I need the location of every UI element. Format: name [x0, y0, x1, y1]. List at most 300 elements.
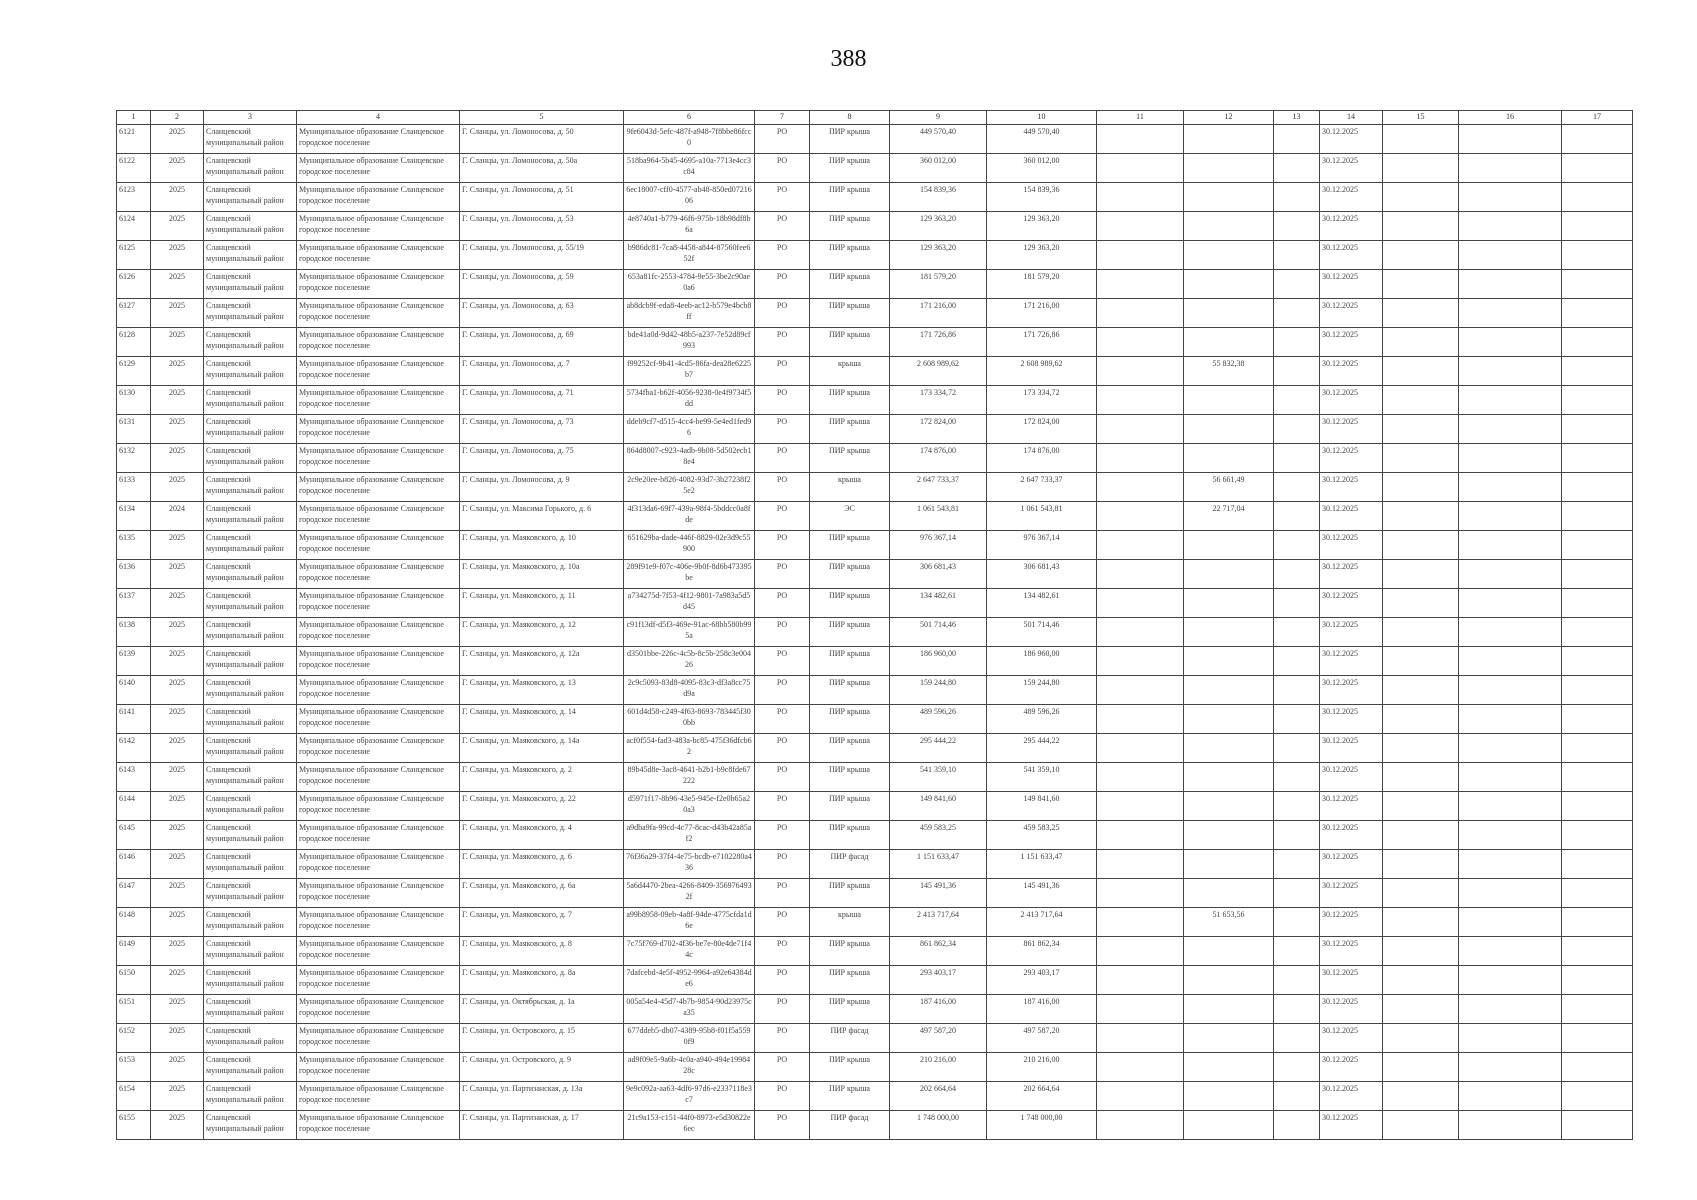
cell-district: Сланцевский муниципальный район — [204, 589, 297, 618]
table-row — [117, 386, 1633, 415]
cell-col17 — [1562, 995, 1633, 1024]
table-row — [117, 618, 1633, 647]
cell-col17 — [1562, 1024, 1633, 1053]
cell-cost-col11 — [1097, 734, 1184, 763]
cell-address: Г. Сланцы, ул. Маяковского, д. 6а — [460, 879, 624, 908]
cell-address: Г. Сланцы, ул. Октябрьская, д. 1а — [460, 995, 624, 1024]
table-row — [117, 473, 1633, 502]
cell-due-date: 30.12.2025 — [1320, 328, 1383, 357]
cell-year: 2025 — [151, 357, 204, 386]
cell-total-cost: 186 960,00 — [890, 647, 987, 676]
cell-program-type: РО — [755, 357, 810, 386]
cell-col15 — [1383, 589, 1459, 618]
table-row — [117, 1024, 1633, 1053]
cell-col16 — [1459, 763, 1562, 792]
cell-cost-col11 — [1097, 908, 1184, 937]
cell-municipality: Муниципальное образование Сланцевское городское поселение — [297, 908, 460, 937]
cell-house-guid: 2c9c5093-83d8-4095-83c3-df3a8cc75d9a — [624, 676, 755, 705]
cell-total-cost: 449 570,40 — [890, 125, 987, 154]
cell-address: Г. Сланцы, ул. Маяковского, д. 14 — [460, 705, 624, 734]
column-header: 10 — [987, 111, 1097, 125]
table-row — [117, 328, 1633, 357]
cell-cost-col11 — [1097, 966, 1184, 995]
cell-due-date: 30.12.2025 — [1320, 908, 1383, 937]
cell-address: Г. Сланцы, ул. Партизанская, д. 13а — [460, 1082, 624, 1111]
cell-district: Сланцевский муниципальный район — [204, 763, 297, 792]
cell-due-date: 30.12.2025 — [1320, 212, 1383, 241]
cell-district: Сланцевский муниципальный район — [204, 299, 297, 328]
cell-district: Сланцевский муниципальный район — [204, 531, 297, 560]
cell-year: 2025 — [151, 792, 204, 821]
cell-total-cost: 306 681,43 — [890, 560, 987, 589]
cell-due-date: 30.12.2025 — [1320, 995, 1383, 1024]
table-row — [117, 560, 1633, 589]
cell-col17 — [1562, 937, 1633, 966]
cell-due-date: 30.12.2025 — [1320, 850, 1383, 879]
cell-row-number: 6130 — [117, 386, 151, 415]
cell-cost-col13 — [1274, 1111, 1320, 1140]
table-row — [117, 270, 1633, 299]
cell-address: Г. Сланцы, ул. Островского, д. 9 — [460, 1053, 624, 1082]
cell-total-cost: 129 363,20 — [890, 212, 987, 241]
cell-due-date: 30.12.2025 — [1320, 589, 1383, 618]
cell-col17 — [1562, 357, 1633, 386]
column-header: 11 — [1097, 111, 1184, 125]
cell-municipality: Муниципальное образование Сланцевское городское поселение — [297, 125, 460, 154]
cell-cost-col13 — [1274, 299, 1320, 328]
cell-total-cost: 861 862,34 — [890, 937, 987, 966]
cell-col15 — [1383, 502, 1459, 531]
cell-cost-col10: 186 960,00 — [987, 647, 1097, 676]
cell-cost-col13 — [1274, 241, 1320, 270]
cell-cost-col13 — [1274, 560, 1320, 589]
cell-cost-col10: 293 403,17 — [987, 966, 1097, 995]
cell-due-date: 30.12.2025 — [1320, 473, 1383, 502]
cell-program-type: РО — [755, 763, 810, 792]
cell-house-guid: 5a6d4470-2bea-4266-8409-356976493 2f — [624, 879, 755, 908]
cell-col17 — [1562, 299, 1633, 328]
cell-cost-col12 — [1184, 618, 1274, 647]
cell-cost-col11 — [1097, 705, 1184, 734]
cell-cost-col12: 51 653,56 — [1184, 908, 1274, 937]
cell-cost-col10: 541 359,10 — [987, 763, 1097, 792]
cell-address: Г. Сланцы, ул. Маяковского, д. 22 — [460, 792, 624, 821]
cell-col16 — [1459, 241, 1562, 270]
cell-cost-col10: 1 748 000,00 — [987, 1111, 1097, 1140]
cell-municipality: Муниципальное образование Сланцевское городское поселение — [297, 1024, 460, 1053]
cell-work-type: ПИР крыша — [810, 705, 890, 734]
cell-cost-col12 — [1184, 676, 1274, 705]
cell-total-cost: 295 444,22 — [890, 734, 987, 763]
cell-row-number: 6122 — [117, 154, 151, 183]
cell-district: Сланцевский муниципальный район — [204, 879, 297, 908]
cell-cost-col10: 171 216,00 — [987, 299, 1097, 328]
cell-total-cost: 172 824,00 — [890, 415, 987, 444]
cell-total-cost: 171 216,00 — [890, 299, 987, 328]
cell-col16 — [1459, 705, 1562, 734]
cell-col15 — [1383, 444, 1459, 473]
cell-col15 — [1383, 270, 1459, 299]
cell-col15 — [1383, 386, 1459, 415]
cell-year: 2025 — [151, 328, 204, 357]
cell-work-type: ПИР крыша — [810, 241, 890, 270]
table-row — [117, 1082, 1633, 1111]
cell-cost-col13 — [1274, 850, 1320, 879]
cell-due-date: 30.12.2025 — [1320, 1024, 1383, 1053]
cell-cost-col10: 181 579,20 — [987, 270, 1097, 299]
cell-work-type: ПИР крыша — [810, 1082, 890, 1111]
cell-col16 — [1459, 386, 1562, 415]
cell-col15 — [1383, 560, 1459, 589]
cell-col15 — [1383, 879, 1459, 908]
cell-due-date: 30.12.2025 — [1320, 1111, 1383, 1140]
cell-municipality: Муниципальное образование Сланцевское городское поселение — [297, 1053, 460, 1082]
cell-municipality: Муниципальное образование Сланцевское городское поселение — [297, 415, 460, 444]
cell-row-number: 6143 — [117, 763, 151, 792]
cell-district: Сланцевский муниципальный район — [204, 444, 297, 473]
cell-cost-col10: 187 416,00 — [987, 995, 1097, 1024]
cell-municipality: Муниципальное образование Сланцевское городское поселение — [297, 270, 460, 299]
cell-cost-col11 — [1097, 415, 1184, 444]
cell-due-date: 30.12.2025 — [1320, 966, 1383, 995]
cell-address: Г. Сланцы, ул. Ломоносова, д. 55/19 — [460, 241, 624, 270]
cell-house-guid: 7c75f769-d702-4f36-be7e-80e4de71f44c — [624, 937, 755, 966]
cell-house-guid: 21c9a153-c151-44f0-8973-e5d30822e6ec — [624, 1111, 755, 1140]
cell-work-type: ПИР фасад — [810, 1111, 890, 1140]
cell-cost-col10: 134 482,61 — [987, 589, 1097, 618]
data-table — [116, 110, 1633, 1140]
table-row — [117, 241, 1633, 270]
cell-cost-col13 — [1274, 676, 1320, 705]
cell-district: Сланцевский муниципальный район — [204, 647, 297, 676]
cell-col17 — [1562, 444, 1633, 473]
table-row — [117, 850, 1633, 879]
cell-col16 — [1459, 125, 1562, 154]
cell-address: Г. Сланцы, ул. Маяковского, д. 13 — [460, 676, 624, 705]
cell-municipality: Муниципальное образование Сланцевское городское поселение — [297, 705, 460, 734]
cell-district: Сланцевский муниципальный район — [204, 821, 297, 850]
cell-row-number: 6138 — [117, 618, 151, 647]
cell-cost-col10: 173 334,72 — [987, 386, 1097, 415]
cell-col17 — [1562, 241, 1633, 270]
cell-work-type: крыша — [810, 357, 890, 386]
cell-cost-col12 — [1184, 1053, 1274, 1082]
cell-col16 — [1459, 995, 1562, 1024]
cell-program-type: РО — [755, 415, 810, 444]
cell-total-cost: 171 726,86 — [890, 328, 987, 357]
cell-program-type: РО — [755, 473, 810, 502]
cell-cost-col11 — [1097, 560, 1184, 589]
cell-total-cost: 210 216,00 — [890, 1053, 987, 1082]
cell-work-type: ПИР крыша — [810, 415, 890, 444]
cell-district: Сланцевский муниципальный район — [204, 850, 297, 879]
cell-municipality: Муниципальное образование Сланцевское городское поселение — [297, 792, 460, 821]
cell-cost-col13 — [1274, 328, 1320, 357]
cell-year: 2025 — [151, 531, 204, 560]
cell-due-date: 30.12.2025 — [1320, 531, 1383, 560]
cell-col17 — [1562, 705, 1633, 734]
cell-total-cost: 360 012,00 — [890, 154, 987, 183]
cell-house-guid: d3501bbe-226c-4c5b-8c5b-258c3e00426 — [624, 647, 755, 676]
cell-year: 2025 — [151, 705, 204, 734]
cell-cost-col10: 459 583,25 — [987, 821, 1097, 850]
cell-cost-col11 — [1097, 444, 1184, 473]
cell-address: Г. Сланцы, ул. Ломоносова, д. 50а — [460, 154, 624, 183]
cell-year: 2025 — [151, 676, 204, 705]
cell-col15 — [1383, 618, 1459, 647]
cell-col16 — [1459, 879, 1562, 908]
column-header: 12 — [1184, 111, 1274, 125]
cell-cost-col11 — [1097, 589, 1184, 618]
cell-col16 — [1459, 212, 1562, 241]
column-header: 15 — [1383, 111, 1459, 125]
cell-cost-col11 — [1097, 676, 1184, 705]
column-header: 16 — [1459, 111, 1562, 125]
table-row — [117, 966, 1633, 995]
cell-total-cost: 541 359,10 — [890, 763, 987, 792]
cell-year: 2025 — [151, 183, 204, 212]
cell-col17 — [1562, 560, 1633, 589]
cell-total-cost: 1 748 000,00 — [890, 1111, 987, 1140]
cell-cost-col13 — [1274, 966, 1320, 995]
cell-col17 — [1562, 183, 1633, 212]
cell-year: 2025 — [151, 386, 204, 415]
cell-col15 — [1383, 415, 1459, 444]
cell-cost-col10: 202 664,64 — [987, 1082, 1097, 1111]
cell-house-guid: 5734fba1-b62f-4056-9238-0e4f9734f5dd — [624, 386, 755, 415]
cell-total-cost: 2 608 989,62 — [890, 357, 987, 386]
cell-due-date: 30.12.2025 — [1320, 560, 1383, 589]
table-row — [117, 154, 1633, 183]
cell-year: 2025 — [151, 1111, 204, 1140]
cell-municipality: Муниципальное образование Сланцевское городское поселение — [297, 966, 460, 995]
cell-address: Г. Сланцы, ул. Ломоносова, д. 51 — [460, 183, 624, 212]
cell-program-type: РО — [755, 879, 810, 908]
cell-col17 — [1562, 1053, 1633, 1082]
cell-district: Сланцевский муниципальный район — [204, 705, 297, 734]
cell-col16 — [1459, 357, 1562, 386]
cell-total-cost: 293 403,17 — [890, 966, 987, 995]
cell-cost-col12 — [1184, 792, 1274, 821]
cell-cost-col11 — [1097, 1053, 1184, 1082]
cell-cost-col11 — [1097, 502, 1184, 531]
cell-cost-col13 — [1274, 386, 1320, 415]
cell-address: Г. Сланцы, ул. Маяковского, д. 14а — [460, 734, 624, 763]
cell-municipality: Муниципальное образование Сланцевское городское поселение — [297, 879, 460, 908]
cell-row-number: 6123 — [117, 183, 151, 212]
cell-col15 — [1383, 125, 1459, 154]
cell-address: Г. Сланцы, ул. Максима Горького, д. 6 — [460, 502, 624, 531]
cell-cost-col13 — [1274, 212, 1320, 241]
cell-district: Сланцевский муниципальный район — [204, 995, 297, 1024]
cell-due-date: 30.12.2025 — [1320, 299, 1383, 328]
cell-program-type: РО — [755, 560, 810, 589]
table-row — [117, 705, 1633, 734]
cell-cost-col11 — [1097, 531, 1184, 560]
cell-address: Г. Сланцы, ул. Ломоносова, д. 63 — [460, 299, 624, 328]
cell-row-number: 6150 — [117, 966, 151, 995]
cell-municipality: Муниципальное образование Сланцевское городское поселение — [297, 212, 460, 241]
cell-cost-col10: 306 681,43 — [987, 560, 1097, 589]
cell-col15 — [1383, 734, 1459, 763]
cell-house-guid: 651629ba-dade-446f-8829-02e3d9c55900 — [624, 531, 755, 560]
table-row — [117, 821, 1633, 850]
cell-row-number: 6121 — [117, 125, 151, 154]
cell-col15 — [1383, 1111, 1459, 1140]
table-row — [117, 212, 1633, 241]
cell-col15 — [1383, 763, 1459, 792]
cell-cost-col10: 1 151 633,47 — [987, 850, 1097, 879]
cell-cost-col10: 497 587,20 — [987, 1024, 1097, 1053]
cell-col17 — [1562, 734, 1633, 763]
cell-row-number: 6153 — [117, 1053, 151, 1082]
cell-col16 — [1459, 299, 1562, 328]
cell-total-cost: 489 596,26 — [890, 705, 987, 734]
cell-year: 2024 — [151, 502, 204, 531]
cell-program-type: РО — [755, 705, 810, 734]
cell-work-type: крыша — [810, 908, 890, 937]
cell-work-type: ПИР крыша — [810, 299, 890, 328]
cell-total-cost: 2 413 717,64 — [890, 908, 987, 937]
table-row — [117, 995, 1633, 1024]
cell-program-type: РО — [755, 821, 810, 850]
cell-program-type: РО — [755, 1082, 810, 1111]
header-row — [117, 111, 1633, 125]
cell-col16 — [1459, 1082, 1562, 1111]
cell-row-number: 6135 — [117, 531, 151, 560]
cell-work-type: ПИР фасад — [810, 1024, 890, 1053]
cell-district: Сланцевский муниципальный район — [204, 734, 297, 763]
page-number: 388 — [830, 46, 867, 72]
cell-municipality: Муниципальное образование Сланцевское городское поселение — [297, 183, 460, 212]
cell-house-guid: 653a81fc-2553-4784-9e55-3be2c90ae0a6 — [624, 270, 755, 299]
cell-col16 — [1459, 908, 1562, 937]
table-row — [117, 879, 1633, 908]
table-row — [117, 647, 1633, 676]
cell-year: 2025 — [151, 763, 204, 792]
cell-year: 2025 — [151, 879, 204, 908]
cell-cost-col12 — [1184, 386, 1274, 415]
cell-total-cost: 145 491,36 — [890, 879, 987, 908]
cell-col17 — [1562, 531, 1633, 560]
cell-municipality: Муниципальное образование Сланцевское городское поселение — [297, 734, 460, 763]
cell-cost-col13 — [1274, 705, 1320, 734]
cell-work-type: крыша — [810, 473, 890, 502]
cell-work-type: ПИР фасад — [810, 850, 890, 879]
cell-total-cost: 1 151 633,47 — [890, 850, 987, 879]
cell-cost-col13 — [1274, 270, 1320, 299]
cell-program-type: РО — [755, 125, 810, 154]
cell-cost-col13 — [1274, 879, 1320, 908]
cell-col17 — [1562, 850, 1633, 879]
cell-col17 — [1562, 589, 1633, 618]
cell-col15 — [1383, 792, 1459, 821]
cell-program-type: РО — [755, 154, 810, 183]
cell-col16 — [1459, 502, 1562, 531]
cell-house-guid: 2c9e20ee-b826-4082-93d7-3b27238f25e2 — [624, 473, 755, 502]
cell-cost-col12: 22 717,04 — [1184, 502, 1274, 531]
cell-due-date: 30.12.2025 — [1320, 763, 1383, 792]
cell-work-type: ПИР крыша — [810, 879, 890, 908]
cell-total-cost: 129 363,20 — [890, 241, 987, 270]
table-row — [117, 415, 1633, 444]
cell-col16 — [1459, 1053, 1562, 1082]
cell-col15 — [1383, 1082, 1459, 1111]
cell-cost-col11 — [1097, 995, 1184, 1024]
cell-work-type: ПИР крыша — [810, 937, 890, 966]
cell-col15 — [1383, 676, 1459, 705]
table-row — [117, 531, 1633, 560]
cell-year: 2025 — [151, 618, 204, 647]
cell-row-number: 6126 — [117, 270, 151, 299]
cell-house-guid: a9dba9fa-99cd-4c77-8cac-d43b42a85af2 — [624, 821, 755, 850]
cell-municipality: Муниципальное образование Сланцевское городское поселение — [297, 386, 460, 415]
cell-year: 2025 — [151, 212, 204, 241]
cell-row-number: 6131 — [117, 415, 151, 444]
cell-municipality: Муниципальное образование Сланцевское городское поселение — [297, 676, 460, 705]
cell-col16 — [1459, 560, 1562, 589]
cell-row-number: 6144 — [117, 792, 151, 821]
cell-row-number: 6140 — [117, 676, 151, 705]
cell-program-type: РО — [755, 908, 810, 937]
cell-year: 2025 — [151, 734, 204, 763]
cell-year: 2025 — [151, 560, 204, 589]
cell-program-type: РО — [755, 734, 810, 763]
column-header: 5 — [460, 111, 624, 125]
cell-cost-col13 — [1274, 154, 1320, 183]
cell-cost-col12 — [1184, 531, 1274, 560]
cell-cost-col12 — [1184, 444, 1274, 473]
cell-district: Сланцевский муниципальный район — [204, 154, 297, 183]
cell-cost-col11 — [1097, 763, 1184, 792]
cell-program-type: РО — [755, 966, 810, 995]
cell-district: Сланцевский муниципальный район — [204, 966, 297, 995]
cell-cost-col11 — [1097, 357, 1184, 386]
cell-cost-col11 — [1097, 386, 1184, 415]
cell-house-guid: 4f313da6-69f7-439a-98f4-5bddcc0a8fde — [624, 502, 755, 531]
cell-address: Г. Сланцы, ул. Ломоносова, д. 53 — [460, 212, 624, 241]
cell-due-date: 30.12.2025 — [1320, 183, 1383, 212]
cell-municipality: Муниципальное образование Сланцевское городское поселение — [297, 618, 460, 647]
cell-house-guid: 289f91e9-f07c-406e-9b0f-8d6b473395be — [624, 560, 755, 589]
cell-year: 2025 — [151, 415, 204, 444]
cell-house-guid: d5971f17-8b96-43e5-945e-f2e0b65a20a3 — [624, 792, 755, 821]
cell-work-type: ПИР крыша — [810, 183, 890, 212]
cell-work-type: ПИР крыша — [810, 386, 890, 415]
cell-due-date: 30.12.2025 — [1320, 444, 1383, 473]
cell-cost-col12 — [1184, 937, 1274, 966]
column-header: 9 — [890, 111, 987, 125]
cell-address: Г. Сланцы, ул. Маяковского, д. 10а — [460, 560, 624, 589]
cell-municipality: Муниципальное образование Сланцевское городское поселение — [297, 763, 460, 792]
cell-col16 — [1459, 850, 1562, 879]
cell-program-type: РО — [755, 328, 810, 357]
cell-total-cost: 2 647 733,37 — [890, 473, 987, 502]
cell-house-guid: 601d4d58-c249-4f63-8693-783445f300bb — [624, 705, 755, 734]
cell-cost-col13 — [1274, 1082, 1320, 1111]
cell-cost-col11 — [1097, 299, 1184, 328]
cell-cost-col12 — [1184, 821, 1274, 850]
cell-cost-col10: 145 491,36 — [987, 879, 1097, 908]
cell-program-type: РО — [755, 1053, 810, 1082]
cell-program-type: РО — [755, 241, 810, 270]
cell-cost-col13 — [1274, 647, 1320, 676]
cell-row-number: 6129 — [117, 357, 151, 386]
cell-total-cost: 501 714,46 — [890, 618, 987, 647]
cell-col17 — [1562, 821, 1633, 850]
cell-program-type: РО — [755, 299, 810, 328]
cell-cost-col10: 129 363,20 — [987, 212, 1097, 241]
